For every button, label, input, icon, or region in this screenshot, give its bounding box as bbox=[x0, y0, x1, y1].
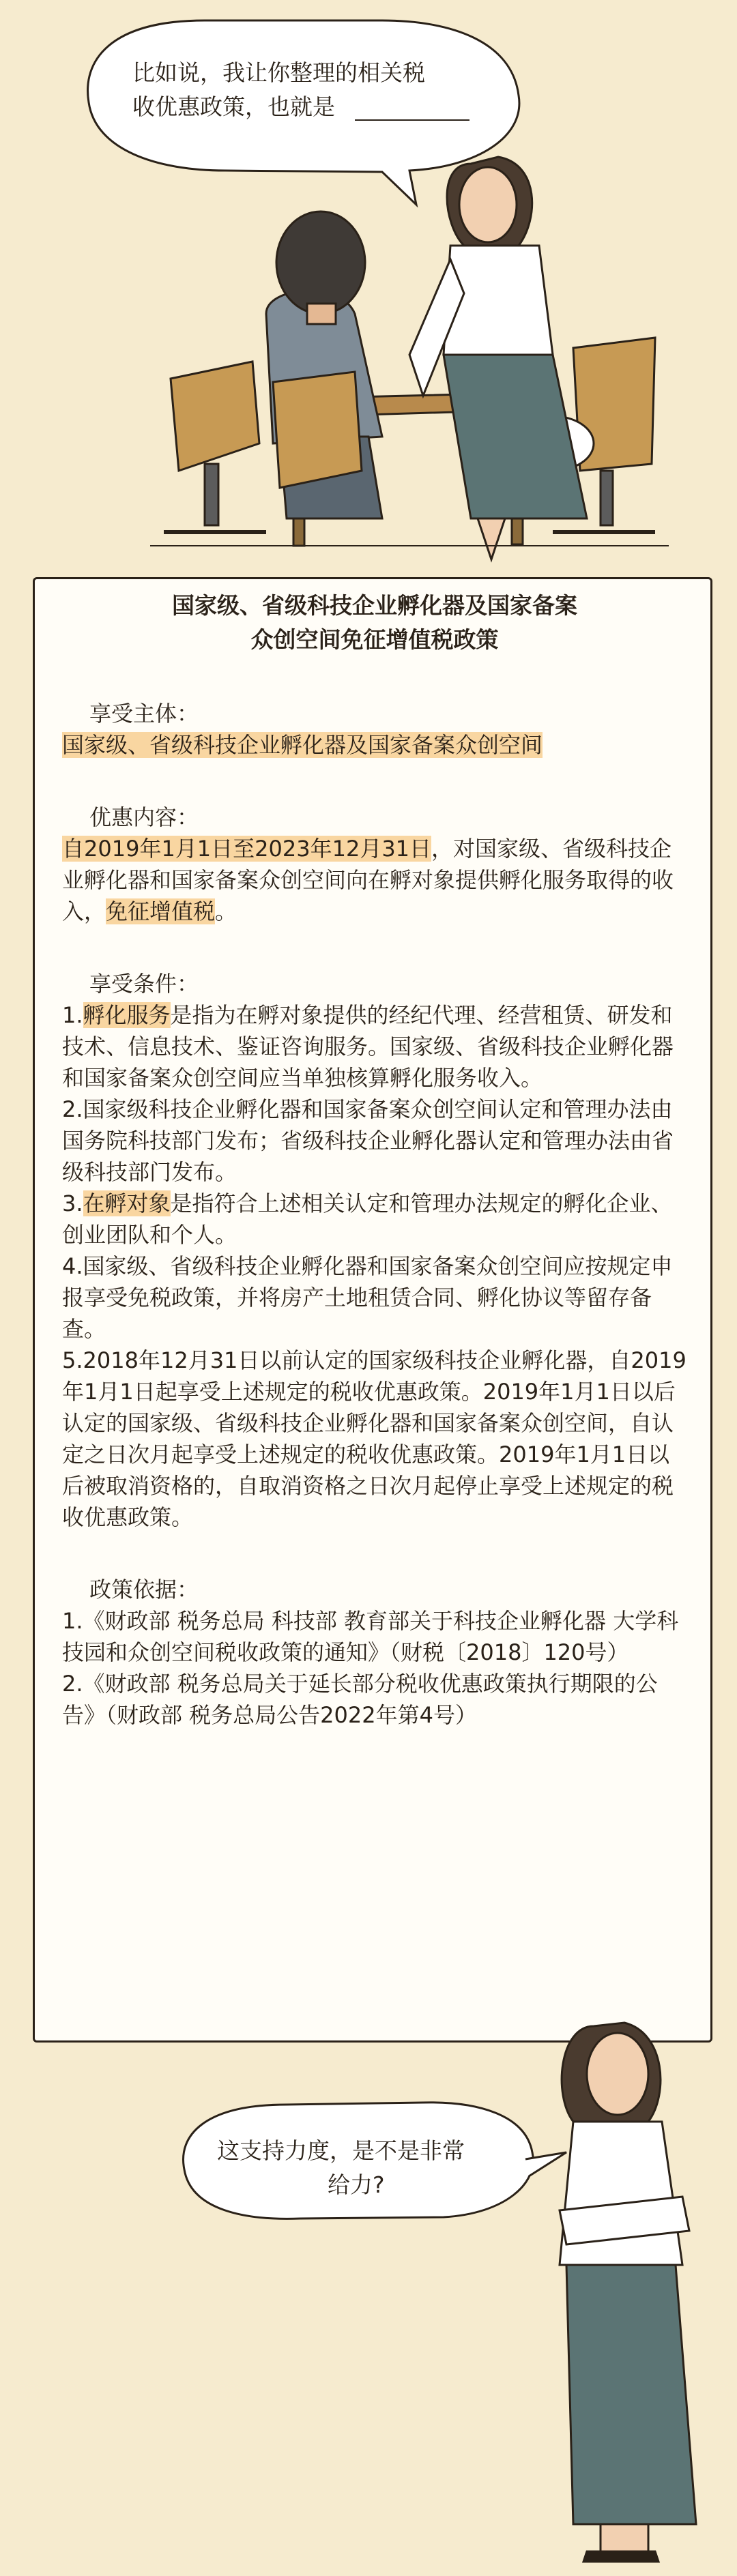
subject-heading: 享受主体： bbox=[89, 701, 199, 727]
content-end: 。 bbox=[215, 898, 237, 924]
basis-2: 2.《财政部 税务总局关于延长部分税收优惠政策执行期限的公告》（财政部 税务总局公告2022年第4号） bbox=[62, 1671, 658, 1728]
chair-left bbox=[164, 362, 266, 532]
man-seated bbox=[266, 211, 382, 518]
content-date-highlight: 自2019年1月1日至2023年12月31日 bbox=[62, 836, 432, 862]
condition-1-num: 1. bbox=[62, 1002, 83, 1028]
condition-3-num: 3. bbox=[62, 1190, 83, 1216]
bottom-bubble-line2: 给力? bbox=[328, 2171, 385, 2198]
subject-highlight: 国家级、省级科技企业孵化器及国家备案众创空间 bbox=[62, 732, 543, 758]
condition-5: 5.2018年12月31日以前认定的国家级科技企业孵化器，自2019年1月1日起享受上述规定的税收优惠政策。2019年1月1日以后认定的国家级、省级科技企业孵化器和国家备案众创空间，自认定之日次月起享受上述规定的税收优惠政策。2019年1月1日以后被取消资格的，自取消资格之日次月起停止享受上述规定的税收优惠政策。 bbox=[62, 1347, 687, 1530]
condition-2: 2.国家级科技企业孵化器和国家备案众创空间认定和管理办法由国务院科技部门发布；省级科技企业孵化器认定和管理办法由省级科技部门发布。 bbox=[62, 1096, 674, 1185]
basis-heading: 政策依据： bbox=[89, 1577, 199, 1602]
condition-3-key: 在孵对象 bbox=[83, 1190, 171, 1216]
top-illustration bbox=[0, 0, 737, 573]
content-exempt-highlight: 免征增值税 bbox=[106, 898, 216, 924]
woman-crossed-arms bbox=[560, 2023, 696, 2562]
policy-title-line1: 国家级、省级科技企业孵化器及国家备案 bbox=[172, 592, 577, 619]
top-bubble-line1: 比如说，我让你整理的相关税 bbox=[132, 59, 425, 86]
condition-3-text: 是指符合上述相关认定和管理办法规定的孵化企业、创业团队和个人。 bbox=[62, 1190, 673, 1248]
bottom-bubble-line1: 这支持力度，是不是非常 bbox=[217, 2137, 465, 2164]
woman-standing bbox=[409, 157, 587, 559]
conditions-heading: 享受条件： bbox=[89, 971, 199, 997]
content-text bbox=[62, 833, 687, 927]
condition-1-text: 是指为在孵对象提供的经纪代理、经营租赁、研发和技术、信息技术、鉴证咨询服务。国家级、省级科技企业孵化器和国家备案众创空间应当单独核算孵化服务收入。 bbox=[62, 1002, 674, 1091]
top-bubble-line2: 收优惠政策，也就是 bbox=[132, 93, 335, 120]
subject-text bbox=[62, 729, 687, 761]
content-heading: 优惠内容： bbox=[89, 804, 199, 830]
condition-3 bbox=[62, 1188, 687, 1250]
content-mid: ，对国家级、省级科技企业孵化器和国家备案众创空间向在孵对象提供孵化服务取得的收入， bbox=[62, 836, 674, 924]
policy-title-line2: 众创空间免征增值税政策 bbox=[250, 626, 499, 653]
bottom-illustration bbox=[0, 2006, 737, 2573]
condition-1 bbox=[62, 999, 687, 1094]
policy-card-content bbox=[62, 589, 687, 1731]
woman-crossed-arms-illustration bbox=[0, 2006, 737, 2573]
condition-1-key: 孵化服务 bbox=[83, 1002, 171, 1028]
basis-1: 1.《财政部 税务总局 科技部 教育部关于科技企业孵化器 大学科技园和众创空间税收政策的通知》（财税〔2018〕120号） bbox=[62, 1608, 679, 1665]
policy-card bbox=[33, 577, 712, 2043]
condition-4: 4.国家级、省级科技企业孵化器和国家备案众创空间应按规定申报享受免税政策，并将房产土地租赁合同、孵化协议等留存备查。 bbox=[62, 1253, 673, 1342]
